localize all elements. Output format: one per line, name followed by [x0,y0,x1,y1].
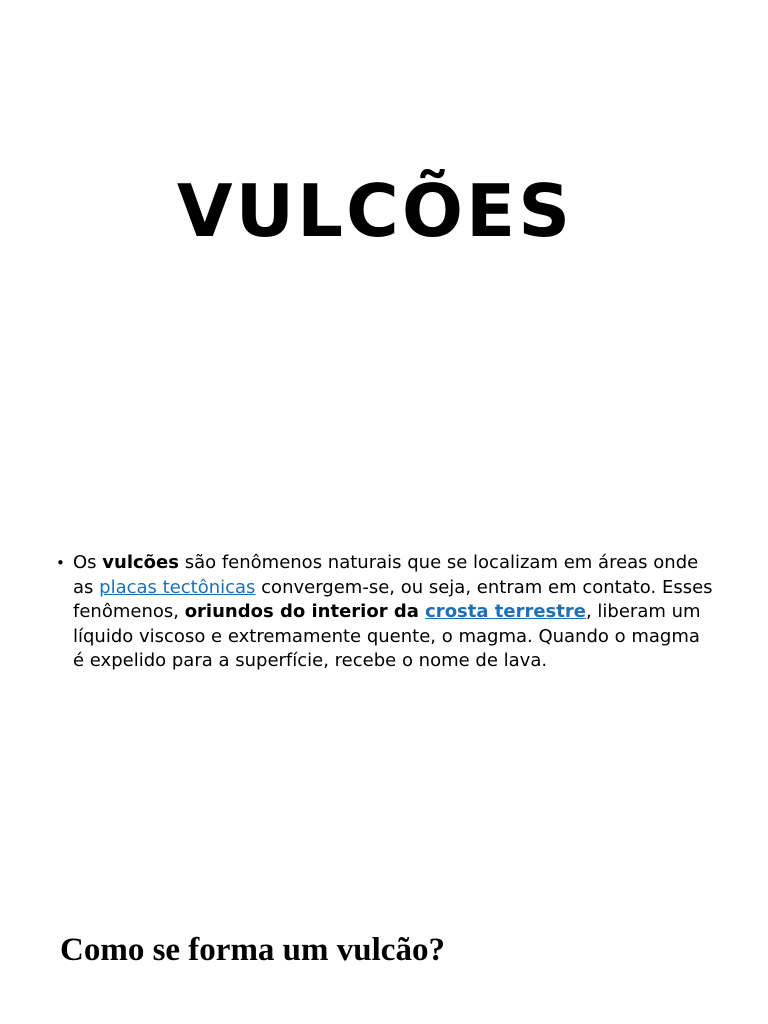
bullet-paragraph [56,551,716,674]
bold-phrase-oriundos: oriundos do interior da [184,601,426,622]
bullet-text [73,551,716,674]
bullet-item [56,551,716,674]
slide-title: VULCÕES [176,169,574,253]
cut-off-text-line [60,1012,700,1024]
bold-term-vulcoes: vulcões [102,552,179,573]
text-segment: são fenômenos naturais que se localizam em áreas onde as [73,552,699,598]
text-segment: convergem-se, ou seja, entram em contato. Esses fenômenos, [73,576,713,622]
link-placas-tectonicas[interactable]: placas tectônicas [99,576,256,598]
text-segment: , liberam um líquido viscoso e extremamente quente, o magma. Quando o magma é expelido para a superfície, recebe o nome de lava. [73,601,701,671]
section-heading: Como se forma um vulcão? [60,932,445,968]
text-segment: Os [73,552,103,573]
bullet-marker: • [56,554,65,572]
link-crosta-terrestre[interactable]: crosta terrestre [425,601,586,622]
